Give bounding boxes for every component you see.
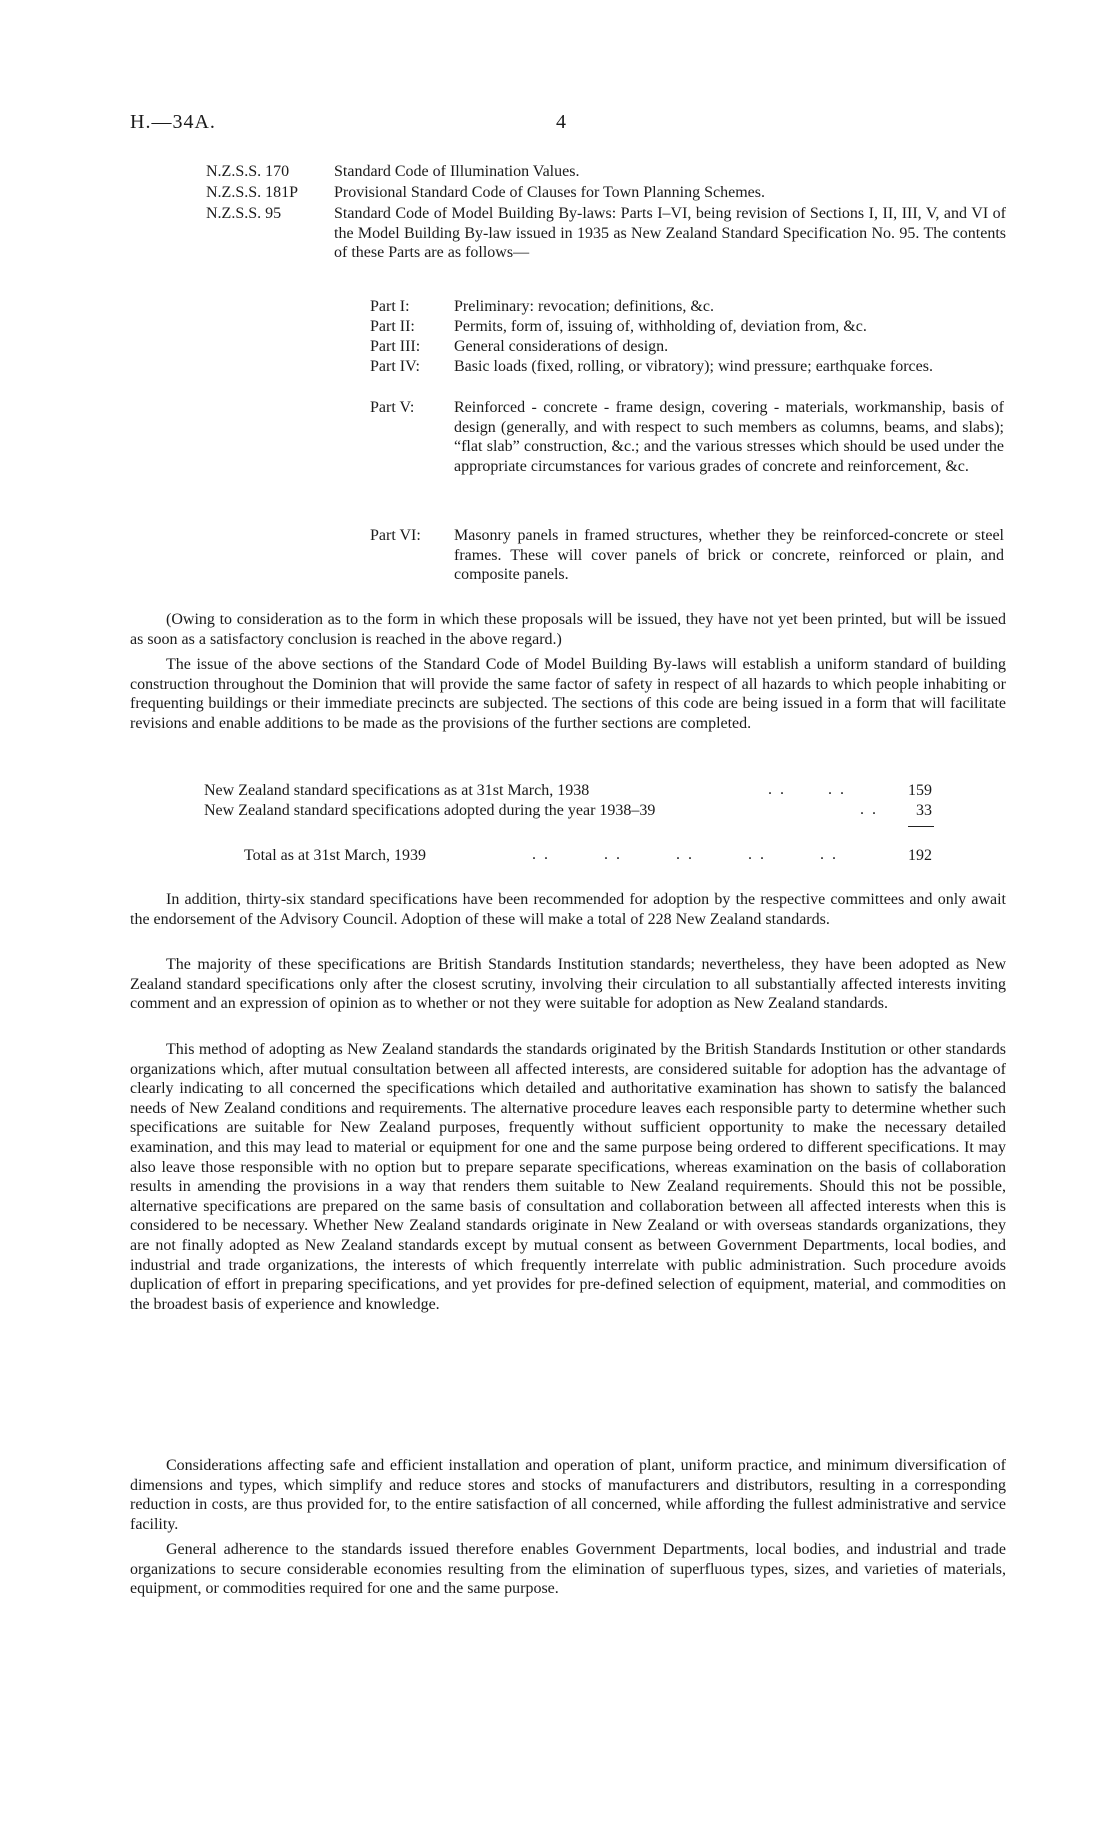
summary-row-1938-39 — [204, 801, 932, 821]
part-label: Part III: — [370, 338, 421, 355]
spec-description: Provisional Standard Code of Clauses for Town Planning Schemes. — [334, 184, 765, 201]
summary-label: New Zealand standard specifications adopted during the year 1938–39 — [204, 802, 656, 819]
part-text: Masonry panels in framed structures, whether they be reinforced-concrete or steel frames. These will cover panels of brick or concrete, reinforced or plain, and composite panels. — [454, 527, 1004, 584]
part-label: Part V: — [370, 399, 415, 416]
summary-total-label: Total as at 31st March, 1939 — [244, 847, 426, 864]
paragraph-method: This method of adopting as New Zealand standards the standards originated by the British Standards Institution or other standards organizations which, after mutual consultation between all affected interests, are considered suitable for adoption has the advantage of clearly indicating to all concerned the specifications which detailed and authoritative examination has shown to satisfy the balanced needs of New Zealand conditions and requirements. The alternative procedure leaves each responsible party to determine whether such specifications are suitable for New Zealand purposes, frequently without sufficient opportunity to make the necessary detailed examination, and this may lead to material or equipment for one and the same purpose being ordered to different specifications. It may also leave those responsible with no option but to prepare separate specifications, whereas examination on the basis of collaboration results in amending the provisions in a way that renders them suitable to New Zealand requirements. Should this not be possible, alternative specifications are prepared on the same basis of consultation and collaboration between all affected interests when this is considered to be necessary. Whether New Zealand standards originate in New Zealand or with overseas standards organizations, they are not finally adopted as New Zealand standards except by mutual consent as between Government Departments, local bodies, and industrial and trade organizations, the interests of which frequently interrelate with public administration. Such procedure avoids duplication of effort in preparing specifications, and yet provides for pre-defined selection of equipment, material, and commodities on the broadest basis of experience and knowledge. — [130, 1041, 1006, 1313]
summary-label: New Zealand standard specifications as at 31st March, 1938 — [204, 782, 590, 799]
paragraph-considerations: Considerations affecting safe and efficient installation and operation of plant, uniform practice, and minimum diversification of dimensions and types, which simplify and reduce stores and stocks of manufacturers and distributors, resulting in a corresponding reduction in costs, are thus provided for, to the entire satisfaction of all concerned, while affording the fullest administrative and service facility. — [130, 1457, 1006, 1533]
leader-dots: . . . . . . . . . . — [532, 846, 838, 863]
part-label: Part VI: — [370, 527, 421, 544]
spec-description: Standard Code of Model Building By-laws: Parts I–VI, being revision of Sections I, II, III, V, and VI of the Model Building By-law issued in 1935 as New Zealand Standard Specification No. 95. The contents of these Parts are as follows— — [334, 205, 1006, 262]
spec-code: N.Z.S.S. 95 — [206, 205, 282, 222]
part-label: Part II: — [370, 318, 415, 335]
paragraph-addition: In addition, thirty-six standard specifications have been recommended for adoption by the respective committees and only await the endorsement of the Advisory Council. Adoption of these will make a total of 228 New Zealand standards. — [130, 891, 1006, 928]
summary-total-value: 192 — [908, 847, 932, 864]
summary-value: 33 — [916, 802, 932, 819]
part-text: Basic loads (fixed, rolling, or vibratory); wind pressure; earthquake forces. — [454, 358, 933, 375]
part-label: Part IV: — [370, 358, 420, 375]
paragraph-issue: The issue of the above sections of the Standard Code of Model Building By-laws will establish a uniform standard of building construction throughout the Dominion that will provide the same factor of safety in respect of all hazards to which people inhabiting or frequenting buildings or their immediate precincts are subjected. The sections of this code are being issued in a form that will facilitate revisions and enable additions to be made as the provisions of the further sections are completed. — [130, 656, 1006, 732]
spec-description: Standard Code of Illumination Values. — [334, 163, 580, 180]
total-rule — [908, 826, 934, 827]
part-label: Part I: — [370, 298, 410, 315]
part-text: Permits, form of, issuing of, withholding of, deviation from, &c. — [454, 318, 867, 335]
paragraph-majority: The majority of these specifications are British Standards Institution standards; nevertheless, they have been adopted as New Zealand standard specifications only after the closest scrutiny, involving their circulation to all substantially affected interests inviting comment and an expression of opinion as to whether or not they were suitable for adoption as New Zealand standards. — [130, 956, 1006, 1013]
part-text: General considerations of design. — [454, 338, 669, 355]
report-reference: H.—34A. — [130, 111, 216, 133]
spec-code: N.Z.S.S. 170 — [206, 163, 290, 180]
page-number: 4 — [556, 111, 566, 133]
part-text: Preliminary: revocation; definitions, &c. — [454, 298, 714, 315]
paragraph-owing: (Owing to consideration as to the form in which these proposals will be issued, they have not yet been printed, but will be issued as soon as a satisfactory conclusion is reached in the above regard.) — [130, 611, 1006, 648]
spec-code: N.Z.S.S. 181P — [206, 184, 299, 201]
part-text: Reinforced - concrete - frame design, covering - materials, workmanship, basis of design (generally, and with respect to such members as columns, beams, and slabs); “flat slab” construction, &c.; and the various stresses which should be used under the appropriate circumstances for various grades of concrete and reinforcement, &c. — [454, 399, 1004, 475]
summary-value: 159 — [908, 782, 932, 799]
paragraph-adherence: General adherence to the standards issued therefore enables Government Departments, local bodies, and industrial and trade organizations to secure considerable economies resulting from the elimination of superfluous types, sizes, and varieties of materials, equipment, or commodities required for one and the same purpose. — [130, 1541, 1006, 1598]
leader-dots: . . . . — [768, 781, 846, 798]
leader-dots: . . — [860, 801, 878, 818]
